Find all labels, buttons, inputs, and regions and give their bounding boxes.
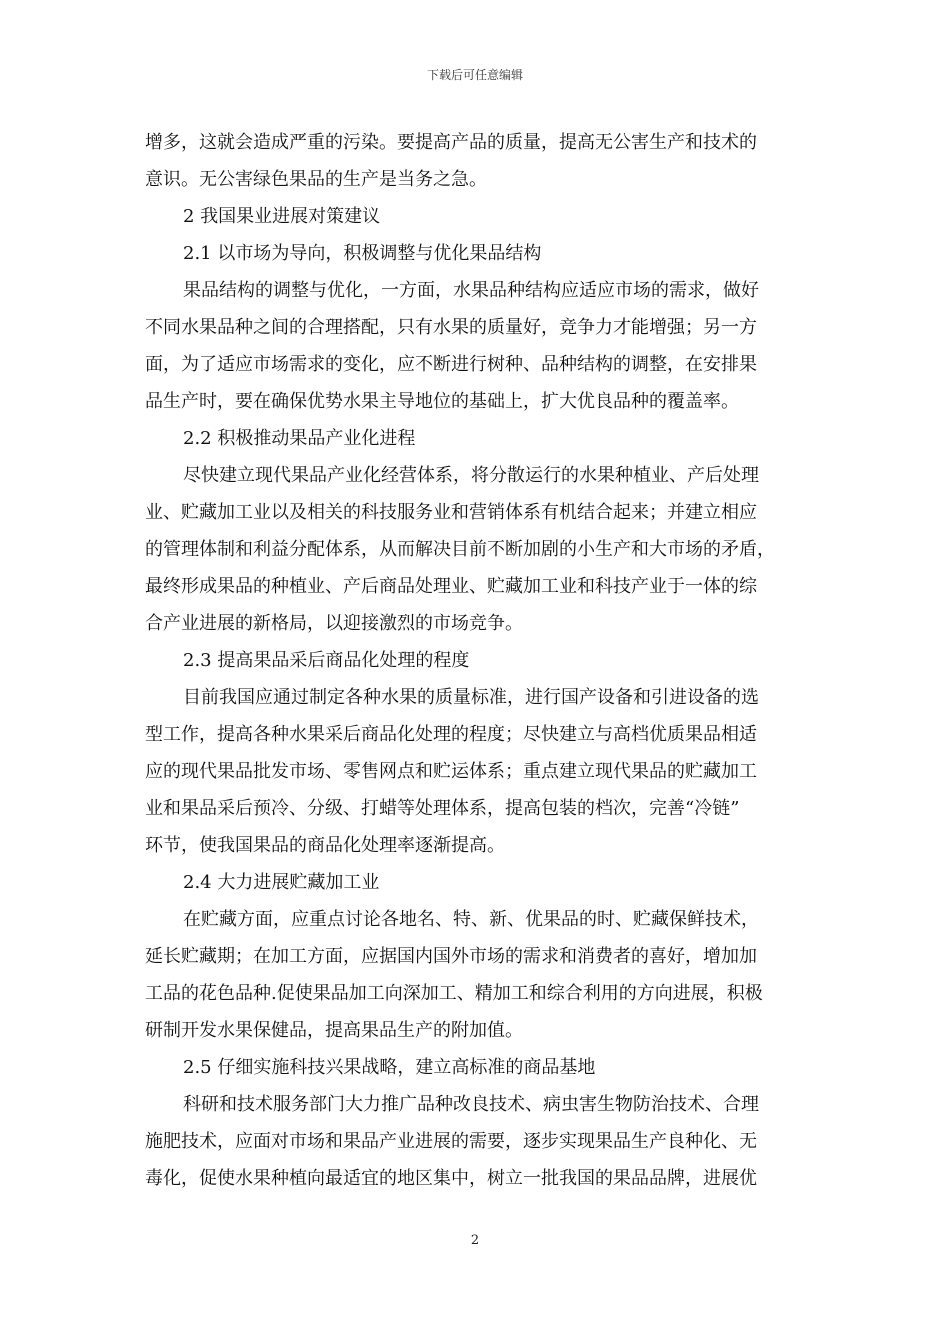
paragraph <box>145 901 809 1049</box>
section-heading: 2 我国果业进展对策建议 <box>183 206 381 227</box>
subsection-heading: 2.2 积极推动果品产业化进程 <box>183 428 416 449</box>
text-line: 业、贮藏加工业以及相关的科技服务业和营销体系有机结合起来；并建立相应 <box>145 502 757 523</box>
text-line: 科研和技术服务部门大力推广品种改良技术、病虫害生物防治技术、合理 <box>183 1094 759 1115</box>
subsection-heading: 2.1 以市场为导向，积极调整与优化果品结构 <box>183 243 542 264</box>
subsection-heading: 2.3 提高果品采后商品化处理的程度 <box>183 650 470 671</box>
text-line: 业和果品采后预冷、分级、打蜡等处理体系，提高包装的档次，完善“冷链” <box>145 798 740 819</box>
document-body <box>145 124 809 1197</box>
text-line: 最终形成果品的种植业、产后商品处理业、贮藏加工业和科技产业于一体的综 <box>145 576 757 597</box>
paragraph <box>145 679 809 864</box>
text-line: 目前我国应通过制定各种水果的质量标准，进行国产设备和引进设备的选 <box>183 687 759 708</box>
page-header: 下载后可任意编辑 <box>426 68 523 82</box>
text-line: 延长贮藏期；在加工方面，应据国内国外市场的需求和消费者的喜好，增加加 <box>145 946 757 967</box>
text-line: 毒化，促使水果种植向最适宜的地区集中，树立一批我国的果品品牌，进展优 <box>145 1168 757 1189</box>
text-line: 研制开发水果保健品，提高果品生产的附加值。 <box>145 1020 523 1041</box>
text-line: 在贮藏方面，应重点讨论各地名、特、新、优果品的时、贮藏保鲜技术， <box>183 909 759 930</box>
text-line: 型工作，提高各种水果采后商品化处理的程度；尽快建立与高档优质果品相适 <box>145 724 757 745</box>
text-line: 应的现代果品批发市场、零售网点和贮运体系；重点建立现代果品的贮藏加工 <box>145 761 757 782</box>
text-line: 工品的花色品种.促使果品加工向深加工、精加工和综合利用的方向进展，积极 <box>145 983 763 1004</box>
text-line: 增多，这就会造成严重的污染。要提高产品的质量，提高无公害生产和技术的 <box>145 132 757 153</box>
subsection-heading: 2.4 大力进展贮藏加工业 <box>183 872 380 893</box>
text-line: 不同水果品种之间的合理搭配，只有水果的质量好，竞争力才能增强；另一方 <box>145 317 757 338</box>
page-number: 2 <box>470 1233 480 1248</box>
paragraph <box>145 124 809 198</box>
paragraph <box>145 1086 809 1197</box>
text-line: 尽快建立现代果品产业化经营体系，将分散运行的水果种植业、产后处理 <box>183 465 759 486</box>
text-line: 施肥技术，应面对市场和果品产业进展的需要，逐步实现果品生产良种化、无 <box>145 1131 757 1152</box>
text-line: 意识。无公害绿色果品的生产是当务之急。 <box>145 169 487 190</box>
text-line: 的管理体制和利益分配体系，从而解决目前不断加剧的小生产和大市场的矛盾， <box>145 539 775 560</box>
subsection-heading: 2.5 仔细实施科技兴果战略，建立高标准的商品基地 <box>183 1057 596 1078</box>
paragraph <box>145 457 809 642</box>
text-line: 面，为了适应市场需求的变化，应不断进行树种、品种结构的调整，在安排果 <box>145 354 757 375</box>
text-line: 品生产时，要在确保优势水果主导地位的基础上，扩大优良品种的覆盖率。 <box>145 391 739 412</box>
text-line: 合产业进展的新格局，以迎接激烈的市场竞争。 <box>145 613 523 634</box>
text-line: 果品结构的调整与优化，一方面，水果品种结构应适应市场的需求，做好 <box>183 280 759 301</box>
paragraph <box>145 272 809 420</box>
text-line: 环节，使我国果品的商品化处理率逐渐提高。 <box>145 835 505 856</box>
